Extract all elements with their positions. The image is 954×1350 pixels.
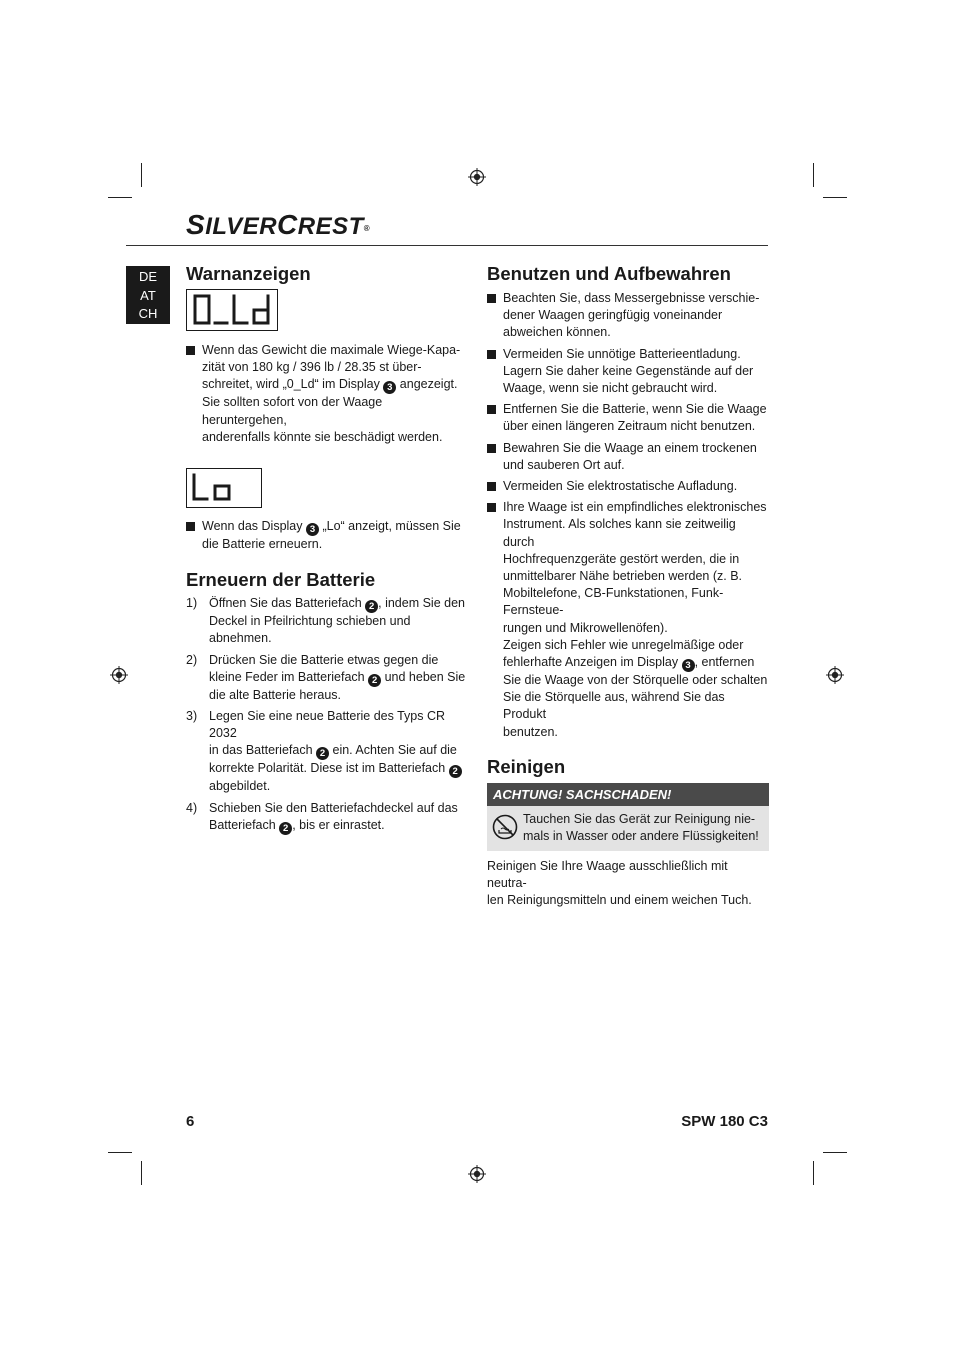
header-rule xyxy=(126,245,768,246)
use-bullet-2: Vermeiden Sie unnötige Batterieentladung. Lagern Sie daher keine Gegenstände auf der Waage, wenn sie nicht gebraucht wird. xyxy=(487,346,769,398)
ref-battery-badge: 2 xyxy=(368,674,381,687)
crop-mark xyxy=(813,163,814,187)
low-battery-bullet: Wenn das Display 3 „Lo“ anzeigt, müssen Sie die Batterie erneuern. xyxy=(186,518,468,553)
ref-battery-badge: 2 xyxy=(365,600,378,613)
warnanzeigen-heading: Warnanzeigen xyxy=(186,263,311,284)
step-2: 2) Drücken Sie die Batterie etwas gegen die kleine Feder im Batteriefach 2 und heben Sie die alte Batterie heraus. xyxy=(186,652,466,702)
cleaning-heading: Reinigen xyxy=(487,755,566,777)
bullet-square-icon xyxy=(487,444,496,453)
lcd-low-display xyxy=(186,468,262,508)
language-tab xyxy=(126,266,170,324)
registration-mark-icon xyxy=(468,1165,486,1183)
registration-mark-icon xyxy=(110,666,128,684)
use-bullet-5: Vermeiden Sie elektrostatische Aufladung. xyxy=(487,478,769,495)
registration-mark-icon xyxy=(826,666,844,684)
crop-mark xyxy=(108,1152,132,1153)
bullet-square-icon xyxy=(487,294,496,303)
overload-bullet: Wenn das Gewicht die maximale Wiege-Kapa- zität von 180 kg / 396 lb / 28.35 st über- schreitet, wird „0_Ld“ im Display 3 angezeigt. Sie sollten sofort von der Waage heruntergehen, anderenfalls könnte sie beschädigt werden. xyxy=(186,342,468,446)
ref-display-badge: 3 xyxy=(383,381,396,394)
use-bullet-6: Ihre Waage ist ein empfindliches elektronisches Instrument. Als solches kann sie zeitweilig durch Hochfrequenzgeräte gestört werden, die in unmittelbarer Nähe betrieben werden (z. B. Mobiltelefone, CB-Funkstationen, Funk-Fernsteue- rungen und Mikrowellenöfen). Zeigen sich Fehler wie unregelmäßige oder fehlerhafte Anzeigen im Display 3 , entfernen Sie die Waage von der Störquelle oder schalten Sie die Störquelle aus, während Sie das Produkt benutzen. xyxy=(487,499,769,741)
use-bullet-3: Entfernen Sie die Batterie, wenn Sie die Waage über einen längeren Zeitraum nicht benutzen. xyxy=(487,401,769,435)
lang-ch: CH xyxy=(138,306,158,321)
page-number: 6 xyxy=(186,1113,195,1130)
battery-heading: Erneuern der Batterie xyxy=(186,569,376,591)
step-4: 4) Schieben Sie den Batteriefachdeckel auf das Batteriefach 2 , bis er einrastet. xyxy=(186,800,458,834)
lcd-low-segments xyxy=(187,469,260,506)
right-column xyxy=(487,262,769,909)
cleaning-text: Reinigen Sie Ihre Waage ausschließlich mit neutra- len Reinigungsmitteln und einem weichen Tuch. xyxy=(487,858,752,908)
registration-mark-icon xyxy=(468,168,486,186)
step-1: 1) Öffnen Sie das Batteriefach 2 , indem Sie den Deckel in Pfeilrichtung schieben und abnehmen. xyxy=(186,596,465,646)
step-3: 3) Legen Sie eine neue Batterie des Typs CR 2032 in das Batteriefach 2 ein. Achten Sie auf die korrekte Polarität. Diese ist im Batteriefach 2 abgebildet. xyxy=(186,708,468,796)
ref-battery-badge: 2 xyxy=(316,747,329,760)
crop-mark xyxy=(141,1161,142,1185)
crop-mark xyxy=(813,1161,814,1185)
ref-battery-badge: 2 xyxy=(449,765,462,778)
crop-mark xyxy=(823,197,847,198)
no-water-icon xyxy=(492,814,518,840)
crop-mark xyxy=(823,1152,847,1153)
left-column xyxy=(186,262,468,835)
bullet-square-icon xyxy=(487,482,496,491)
use-bullet-1: Beachten Sie, dass Messergebnisse verschie- dener Waagen geringfügig voneinander abweichen können. xyxy=(487,290,769,342)
bullet-square-icon xyxy=(186,346,195,355)
warning-box xyxy=(487,783,769,851)
model-number: SPW 180 C3 xyxy=(681,1113,768,1130)
crop-mark xyxy=(141,163,142,187)
warning-title: ACHTUNG! SACHSCHADEN! xyxy=(487,783,769,806)
lang-at: AT xyxy=(140,287,156,303)
brand-logo: SILVERCREST® xyxy=(186,209,371,240)
lcd-overload-display xyxy=(186,289,278,331)
bullet-square-icon xyxy=(487,350,496,359)
bullet-square-icon xyxy=(487,405,496,414)
lcd-overload-segments xyxy=(187,290,276,329)
crop-mark xyxy=(108,197,132,198)
lang-de: DE xyxy=(138,269,158,284)
ref-display-badge: 3 xyxy=(682,659,695,672)
warning-body: Tauchen Sie das Gerät zur Reinigung nie- mals in Wasser oder andere Flüssigkeiten! xyxy=(487,806,769,851)
use-bullet-4: Bewahren Sie die Waage an einem trockenen und sauberen Ort auf. xyxy=(487,440,769,474)
bullet-square-icon xyxy=(487,503,496,512)
ref-battery-badge: 2 xyxy=(279,822,292,835)
bullet-square-icon xyxy=(186,522,195,531)
ref-display-badge: 3 xyxy=(306,523,319,536)
use-storage-heading: Benutzen und Aufbewahren xyxy=(487,263,731,284)
